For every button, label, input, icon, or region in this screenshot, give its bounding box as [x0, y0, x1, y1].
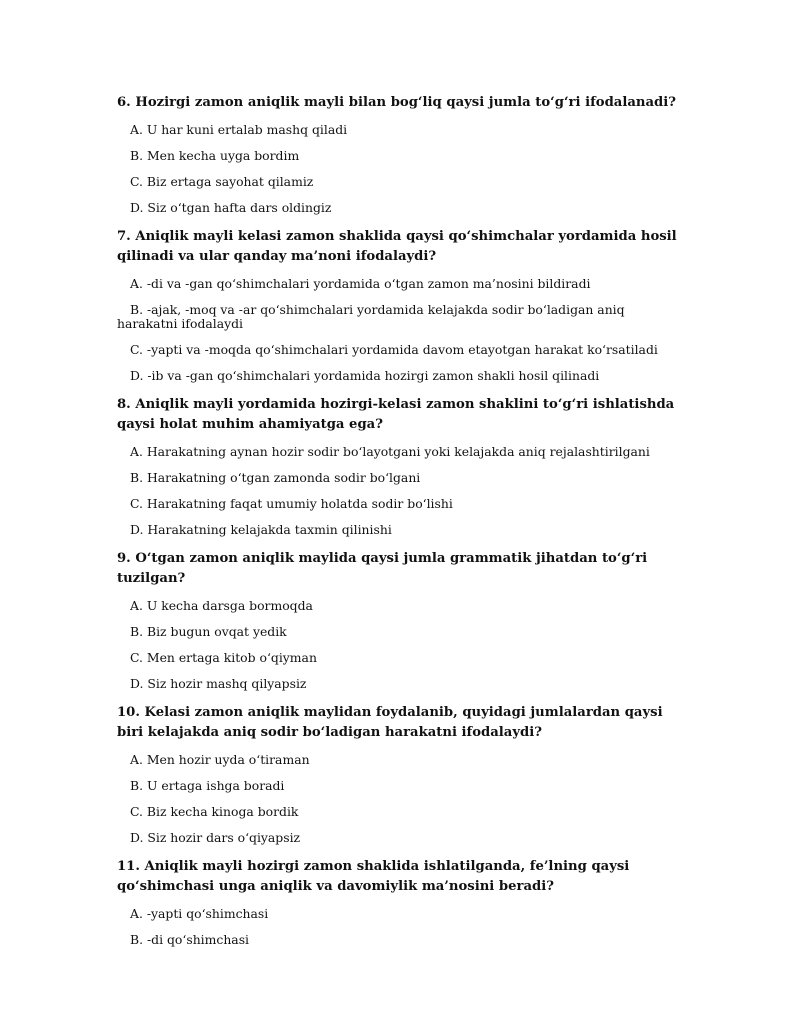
answer-option: A. Harakatning aynan hozir sodir bo‘layotgani yoki kelajakda aniq rejalashtirilgani [130, 444, 650, 459]
answer-option: A. -di va -gan qo‘shimchalari yordamida o‘tgan zamon ma’nosini bildiradi [130, 276, 591, 291]
answer-option: C. Harakatning faqat umumiy holatda sodir bo‘lishi [130, 496, 453, 511]
question-title: 7. Aniqlik mayli kelasi zamon shaklida qaysi qo‘shimchalar yordamida hosil qilinadi va ular qanday ma’noni ifodalaydi? [117, 229, 677, 264]
question-6 [117, 93, 687, 215]
question-11 [117, 857, 687, 947]
answer-option: A. U har kuni ertalab mashq qiladi [130, 122, 348, 137]
answer-option: B. -ajak, -moq va -ar qo‘shimchalari yordamida kelajakda sodir bo‘ladigan aniq harakatni ifodalaydi [117, 302, 625, 331]
question-title: 8. Aniqlik mayli yordamida hozirgi-kelasi zamon shaklini to‘g‘ri ishlatishda qaysi holat muhim ahamiyatga ega? [117, 397, 675, 432]
answer-option: A. U kecha darsga bormoqda [130, 598, 313, 613]
answer-option: B. Harakatning o‘tgan zamonda sodir bo‘lgani [130, 470, 421, 485]
answer-option: C. Men ertaga kitob o‘qiyman [130, 650, 317, 665]
answer-option: D. Siz hozir dars o‘qiyapsiz [130, 830, 301, 845]
answer-option: A. -yapti qo‘shimchasi [130, 906, 269, 921]
question-title: 6. Hozirgi zamon aniqlik mayli bilan bog‘liq qaysi jumla to‘g‘ri ifodalanadi? [117, 95, 676, 110]
answer-option: D. Harakatning kelajakda taxmin qilinishi [130, 522, 392, 537]
answer-option: B. Men kecha uyga bordim [130, 148, 300, 163]
document-page [117, 93, 687, 959]
answer-option: B. U ertaga ishga boradi [130, 778, 285, 793]
answer-option: D. Siz hozir mashq qilyapsiz [130, 676, 307, 691]
answer-option: C. Biz ertaga sayohat qilamiz [130, 174, 314, 189]
question-title: 11. Aniqlik mayli hozirgi zamon shaklida ishlatilganda, fe’lning qaysi qo‘shimchasi unga aniqlik va davomiylik ma’nosini beradi? [117, 859, 630, 894]
answer-option: B. Biz bugun ovqat yedik [130, 624, 287, 639]
question-8 [117, 395, 687, 537]
question-title: 9. O‘tgan zamon aniqlik maylida qaysi jumla grammatik jihatdan to‘g‘ri tuzilgan? [117, 551, 648, 586]
answer-option: D. Siz o‘tgan hafta dars oldingiz [130, 200, 332, 215]
question-10 [117, 703, 687, 845]
answer-option: C. -yapti va -moqda qo‘shimchalari yordamida davom etayotgan harakat ko‘rsatiladi [130, 342, 658, 357]
answer-option: B. -di qo‘shimchasi [130, 932, 250, 947]
question-title: 10. Kelasi zamon aniqlik maylidan foydalanib, quyidagi jumlalardan qaysi biri kelajakda aniq sodir bo‘ladigan harakatni ifodalaydi? [117, 705, 663, 740]
question-7 [117, 227, 687, 383]
answer-option: C. Biz kecha kinoga bordik [130, 804, 299, 819]
question-9 [117, 549, 687, 691]
answer-option: A. Men hozir uyda o‘tiraman [130, 752, 310, 767]
answer-option: D. -ib va -gan qo‘shimchalari yordamida hozirgi zamon shakli hosil qilinadi [130, 368, 600, 383]
